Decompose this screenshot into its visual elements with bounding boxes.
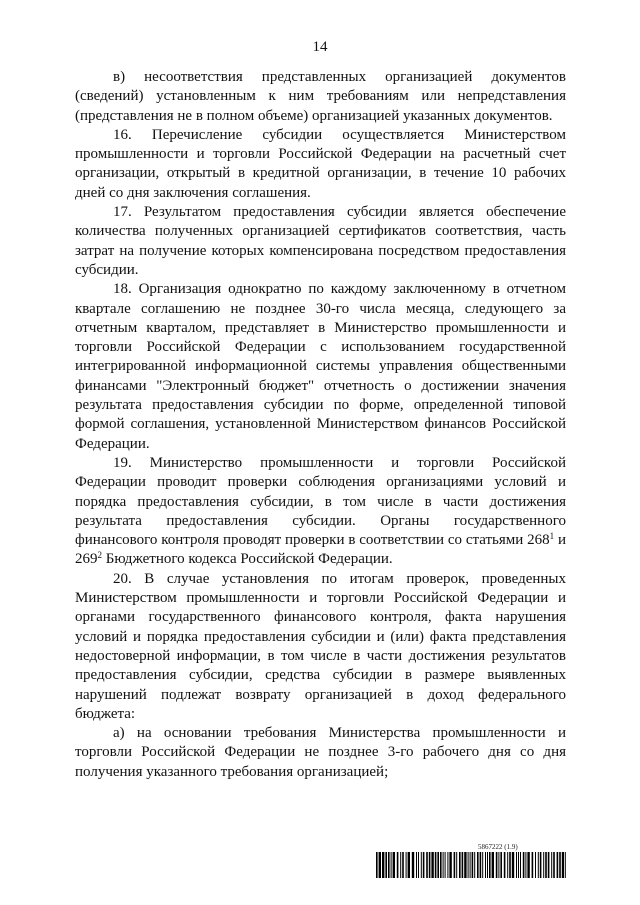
paragraph-19-text-before: 19. Министерство промышленности и торговли Российской Федерации проводит проверки соблюдения организациями условий и порядка предоставления субсидии, в том числе в части достижения результата предоставления субсидии. Органы государственного финансового контроля проводят проверки в соответствии со статьями 268	[75, 454, 566, 549]
barcode-bar	[437, 852, 439, 878]
barcode-bar	[443, 852, 444, 878]
barcode-bar	[525, 852, 526, 878]
paragraph-19	[75, 454, 566, 570]
barcode-bar	[382, 852, 384, 878]
barcode-bar	[397, 852, 399, 878]
barcode-bar	[456, 852, 457, 878]
barcode-bar	[553, 852, 555, 878]
barcode-bar	[498, 852, 499, 878]
barcode-bar	[557, 852, 559, 878]
superscript-2: 2	[97, 550, 102, 561]
paragraph-item-v: в) несоответствия представленных организацией документов (сведений) установленным к ним требованиям или непредставления (представления не в полном объеме) организацией указанных документов.	[75, 69, 566, 124]
barcode-bar	[418, 852, 419, 878]
barcode-bar	[459, 852, 461, 878]
barcode-bar	[468, 852, 469, 878]
paragraph-19-text-middle: и 269	[75, 532, 566, 568]
barcode-bar	[496, 852, 498, 878]
barcode-bar	[449, 852, 451, 878]
barcode-bar	[559, 852, 561, 878]
barcode-bar	[421, 852, 422, 878]
barcode-bar	[391, 852, 392, 878]
barcode-bar	[504, 852, 506, 878]
barcode-bar	[548, 852, 550, 878]
barcode-bar	[487, 852, 488, 878]
barcode-bar	[472, 852, 474, 878]
barcode-bar	[402, 852, 404, 878]
barcode-bar	[540, 852, 542, 878]
barcode-bar	[507, 852, 508, 878]
barcode-bar	[516, 852, 517, 878]
paragraph-19-text-after: Бюджетного кодекса Российской Федерации.	[102, 551, 393, 568]
barcode-bar	[408, 852, 410, 878]
barcode-bar	[562, 852, 564, 878]
barcode-bar	[482, 852, 483, 878]
barcode-bar	[412, 852, 414, 878]
barcode-icon	[376, 852, 566, 878]
barcode-bar	[518, 852, 519, 878]
barcode-bar	[509, 852, 511, 878]
barcode-bar	[400, 852, 401, 878]
paragraph-18: 18. Организация однократно по каждому заключенному в отчетном квартале соглашению не позднее 30-го числа месяца, следующего за отчетным кварталом, представляет в Министерство промышленности и торговли Российской Федерации с использованием государственной интегрированной информационной системы управления общественными финансами "Электронный бюджет" отчетность о достижении значения результата предоставления субсидии по форме, определенной типовой формой соглашения, установленной Министерством финансов Российской Федерации.	[75, 281, 566, 452]
barcode-bar	[454, 852, 456, 878]
barcode-bar	[545, 852, 547, 878]
paragraph-16: 16. Перечисление субсидии осуществляется Министерством промышленности и торговли Российской Федерации на расчетный счет организации, открытый в кредитной организации, в течение 10 рабочих дней со дня заключения соглашения.	[75, 126, 566, 201]
barcode-bar	[477, 852, 479, 878]
barcode-bar	[565, 852, 566, 878]
barcode-bar	[447, 852, 448, 878]
barcode-bar	[393, 852, 395, 878]
barcode-bar	[388, 852, 390, 878]
barcode-bar	[532, 852, 534, 878]
barcode-bar	[429, 852, 431, 878]
barcode-bar	[376, 852, 378, 878]
barcode-bar	[492, 852, 494, 878]
paragraph-item-a: а) на основании требования Министерства промышленности и торговли Российской Федерации не позднее 3-го рабочего дня со дня получения указанного требования организацией;	[75, 725, 566, 780]
barcode-bar	[512, 852, 514, 878]
paragraph-17: 17. Результатом предоставления субсидии является обеспечение количества полученных организацией сертификатов соответствия, часть затрат на получение которых компенсирована посредством предоставления субсидии.	[75, 204, 566, 278]
barcode-bar	[440, 852, 442, 878]
document-body	[75, 68, 566, 782]
barcode-bar	[551, 852, 552, 878]
barcode-bar	[423, 852, 425, 878]
superscript-1: 1	[549, 531, 555, 542]
barcode-bar	[543, 852, 544, 878]
barcode-bar	[464, 852, 466, 878]
barcode-bar	[523, 852, 525, 878]
barcode-bar	[406, 852, 407, 878]
barcode-bar	[431, 852, 433, 878]
barcode-bar	[527, 852, 529, 878]
document-code: 5867222 (1.9)	[478, 843, 518, 851]
barcode-bar	[416, 852, 417, 878]
barcode-bar	[500, 852, 502, 878]
barcode-bar	[426, 852, 428, 878]
barcode-bar	[489, 852, 491, 878]
page-number: 14	[312, 39, 328, 55]
barcode-bar	[435, 852, 437, 878]
barcode-bar	[538, 852, 539, 878]
barcode-bar	[535, 852, 536, 878]
barcode-bar	[462, 852, 464, 878]
barcode-bar	[474, 852, 475, 878]
barcode-bar	[445, 852, 446, 878]
paragraph-20: 20. В случае установления по итогам проверок, проведенных Министерством промышленности и торговли Российской Федерации и органами государственного финансового контроля, факта нарушения условий и порядка предоставления субсидии и (или) факта представления недостоверной информации, в том числе в части достижения результатов предоставления субсидии, средства субсидии в размере выявленных нарушений подлежат возврату организацией в доход федерального бюджета:	[75, 570, 566, 722]
barcode-bar	[520, 852, 521, 878]
barcode-bar	[485, 852, 486, 878]
barcode-bar	[379, 852, 381, 878]
barcode-bar	[385, 852, 387, 878]
barcode-bar	[470, 852, 471, 878]
barcode-bar	[480, 852, 482, 878]
